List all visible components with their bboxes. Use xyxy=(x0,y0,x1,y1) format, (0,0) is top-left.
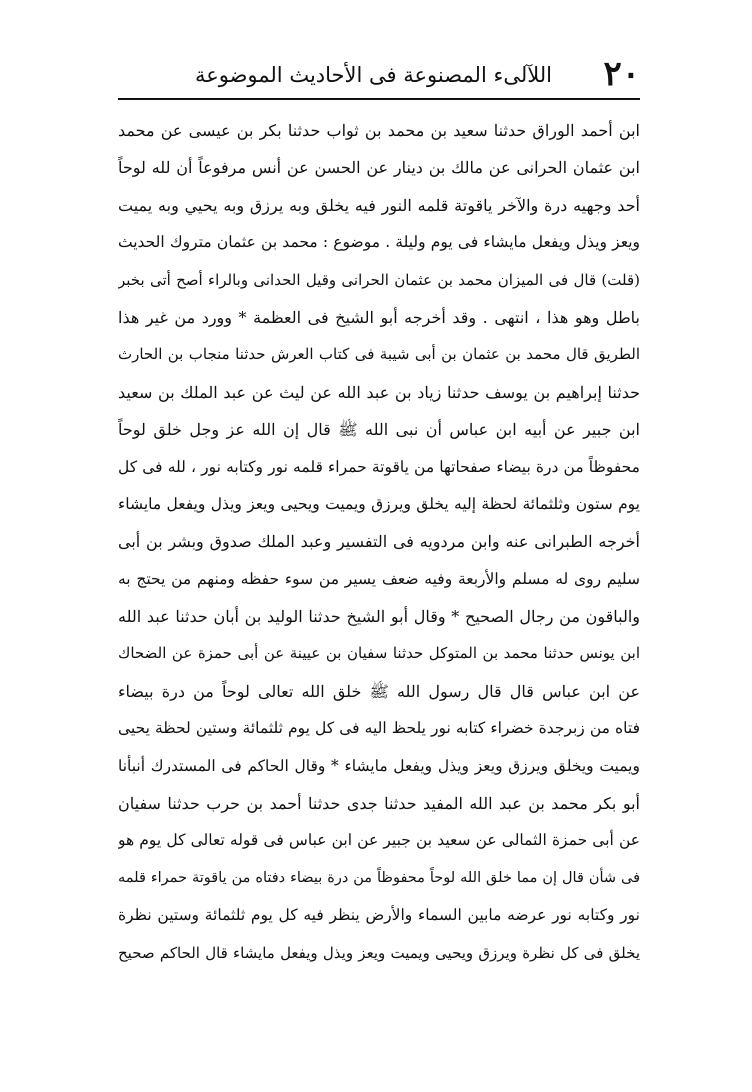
page-number: ٢٠ xyxy=(603,54,640,94)
text-line: ابن أحمد الوراق حدثنا سعيد بن محمد بن ثواب حدثنا بكر بن عيسى عن محمد xyxy=(118,121,640,140)
text-line: فتاه من زبرجدة خضراء كتابه نور يلحظ اليه فى كل يوم ثلثمائة وستين لحظة يحيى xyxy=(118,719,640,738)
text-line: حدثنا إبراهيم بن يوسف حدثنا زياد بن عبد الله عن ليث عن عبد الملك بن سعيد xyxy=(118,382,640,402)
text-line: ابن جبير عن أبيه ابن عباس أن نبى الله ﷺ قال إن الله عز وجل خلق لوحاً xyxy=(118,420,640,440)
text-line: يوم ستون وثلثمائة لحظة إليه يخلق ويرزق ويميت ويحيى ويعز ويذل ويفعل مايشاء xyxy=(118,494,640,513)
body-text xyxy=(118,112,640,972)
text-line: محفوظاً من درة بيضاء صفحاتها من ياقوتة حمراء قلمه نور وكتابه نور ، لله فى كل xyxy=(118,457,640,476)
text-line: ويميت ويخلق ويرزق ويعز ويذل ويفعل مايشاء * وقال الحاكم فى المستدرك أنبأنا xyxy=(118,756,640,775)
text-line: باطل وهو هذا ، انتهى . وقد أخرجه أبو الشيخ فى العظمة * وورد من غير هذا xyxy=(118,307,640,327)
text-line: أخرجه الطبرانى عنه وابن مردويه فى التفسير وعبد الملك صدوق وبشر بن أبى xyxy=(118,532,640,552)
text-line: عن ابن عباس قال قال رسول الله ﷺ خلق الله تعالى لوحاً من درة بيضاء xyxy=(118,681,640,701)
page-header xyxy=(118,54,640,98)
header-divider xyxy=(118,98,640,100)
text-line: ابن عثمان الحرانى عن مالك بن دينار عن الحسن عن أنس مرفوعاً أن لله لوحاً xyxy=(118,158,640,178)
text-line: أحد وجهيه درة والآخر ياقوتة قلمه النور فيه يخلق وبه يرزق وبه يحيي وبه يميت xyxy=(118,195,640,215)
text-line: عن أبى حمزة الثمالى عن سعيد بن جبير عن ابن عباس فى قوله تعالى كل يوم هو xyxy=(118,831,640,850)
text-line: يخلق فى كل نظرة ويرزق ويحيى ويميت ويعز ويذل ويفعل مايشاء قال الحاكم صحيح xyxy=(118,943,640,962)
text-line: الطريق قال محمد بن عثمان بن أبى شيبة فى كتاب العرش حدثنا منجاب بن الحارث xyxy=(118,345,640,364)
text-line: ويعز ويذل ويفعل مايشاء فى يوم وليلة . موضوع : محمد بن عثمان متروك الحديث xyxy=(118,233,640,252)
text-line: فى شأن قال إن مما خلق الله لوحاً محفوظاً من درة بيضاء دفتاه من ياقوتة حمراء قلمه xyxy=(118,869,640,886)
text-line: أبو بكر محمد بن عبد الله المفيد حدثنا جدى حدثنا أحمد بن حرب حدثنا سفيان xyxy=(118,794,640,814)
text-line: نور وكتابه نور عرضه مابين السماء والأرض ينظر فيه كل يوم ثلثمائة وستين نظرة xyxy=(118,906,640,925)
running-title: اللآلیء المصنوعة فى الأحادیث الموضوعة xyxy=(194,63,552,87)
text-line: والباقون من رجال الصحيح * وقال أبو الشيخ حدثنا الوليد بن أبان حدثنا عبد الله xyxy=(118,607,640,627)
text-line: سليم روى له مسلم والأربعة وفيه ضعف يسير من سوء حفظه ومنهم من يحتج به xyxy=(118,569,640,588)
text-line: (قلت) قال فى الميزان محمد بن عثمان الحرانى وقيل الحدانى وبالراء أصح أتى بخبر xyxy=(118,270,640,289)
text-line: ابن يونس حدثنا محمد بن المتوكل حدثنا سفيان بن عيينة عن أبى حمزة عن الضحاك xyxy=(118,644,640,663)
